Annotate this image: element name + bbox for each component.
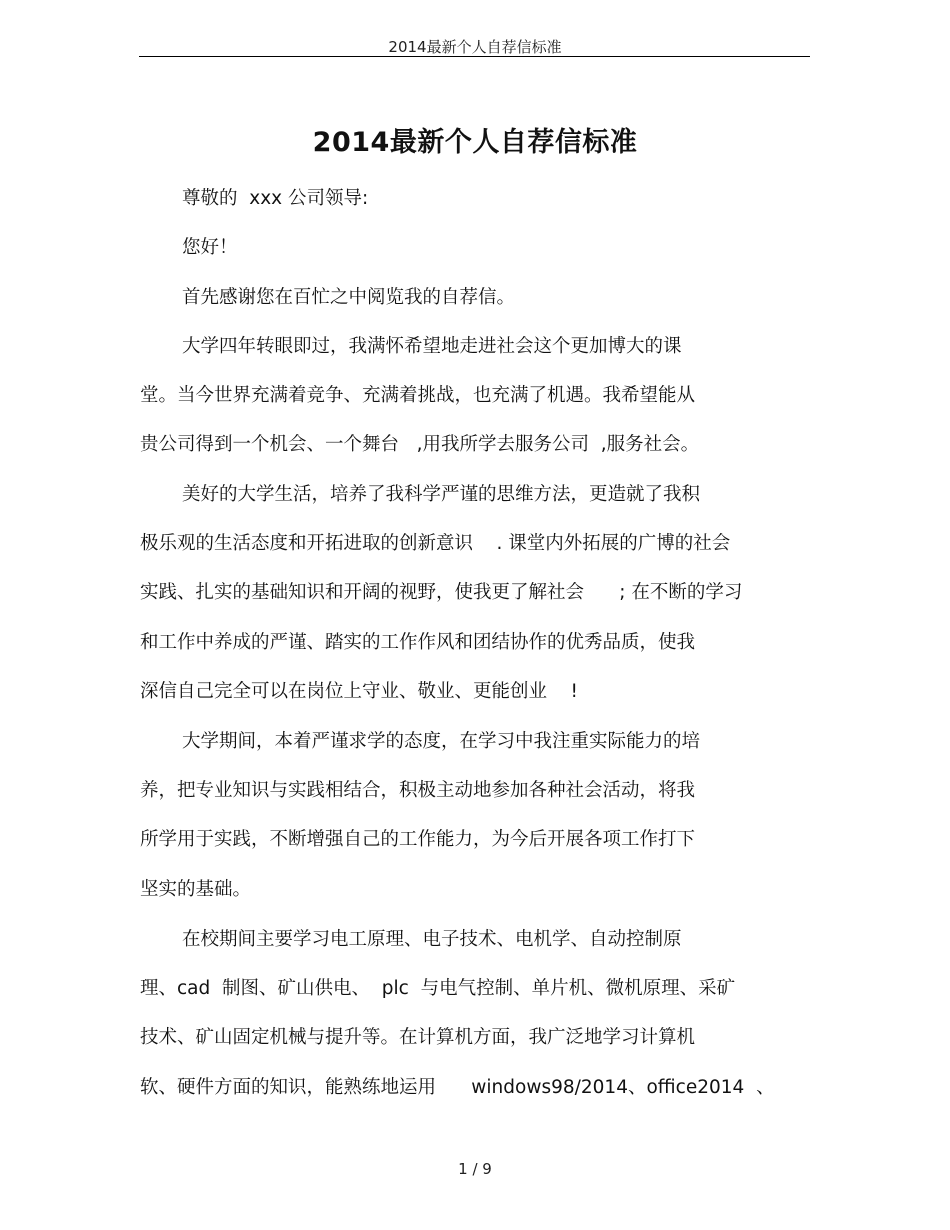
paragraph-line: 极乐观的生活态度和开拓进取的创新意识 . 课堂内外拓展的广博的社会 xyxy=(140,533,731,554)
page-number: 1 / 9 xyxy=(458,1160,492,1178)
paragraph-line: 理、cad 制图、矿山供电、 plc 与电气控制、单片机、微机原理、采矿 xyxy=(140,978,736,999)
paragraph-line: 深信自己完全可以在岗位上守业、敬业、更能创业 ! xyxy=(140,681,578,702)
paragraph-line: 贵公司得到一个机会、一个舞台 ,用我所学去服务公司 ,服务社会。 xyxy=(140,434,700,455)
paragraph-line: 堂。当今世界充满着竞争、充满着挑战，也充满了机遇。我希望能从 xyxy=(140,385,696,406)
header-divider xyxy=(139,56,810,57)
paragraph-line: 养，把专业知识与实践相结合，积极主动地参加各种社会活动，将我 xyxy=(140,780,696,801)
running-header: 2014最新个人自荐信标准 xyxy=(388,38,562,56)
paragraph-line: 实践、扎实的基础知识和开阔的视野，使我更了解社会 ; 在不断的学习 xyxy=(140,582,743,603)
paragraph-line: 所学用于实践，不断增强自己的工作能力，为今后开展各项工作打下 xyxy=(140,829,696,850)
paragraph-line: 和工作中养成的严谨、踏实的工作作风和团结协作的优秀品质，使我 xyxy=(140,632,696,653)
paragraph-line: 软、硬件方面的知识，能熟练地运用 windows98/2014、office2014 、 xyxy=(140,1077,775,1098)
paragraph-line: 大学四年转眼即过，我满怀希望地走进社会这个更加博大的课 xyxy=(182,336,682,357)
paragraph-line: 在校期间主要学习电工原理、电子技术、电机学、自动控制原 xyxy=(182,929,682,950)
paragraph-line: 坚实的基础。 xyxy=(140,879,252,900)
paragraph-line: 首先感谢您在百忙之中阅览我的自荐信。 xyxy=(182,287,516,308)
paragraph-line: 美好的大学生活，培养了我科学严谨的思维方法，更造就了我积 xyxy=(182,484,701,505)
document-title: 2014最新个人自荐信标准 xyxy=(312,127,638,158)
greeting-line: 您好！ xyxy=(182,237,238,258)
paragraph-line: 技术、矿山固定机械与提升等。在计算机方面，我广泛地学习计算机 xyxy=(140,1027,696,1048)
salutation-line: 尊敬的 xxx 公司领导: xyxy=(182,188,369,209)
paragraph-line: 大学期间，本着严谨求学的态度，在学习中我注重实际能力的培 xyxy=(182,731,701,752)
